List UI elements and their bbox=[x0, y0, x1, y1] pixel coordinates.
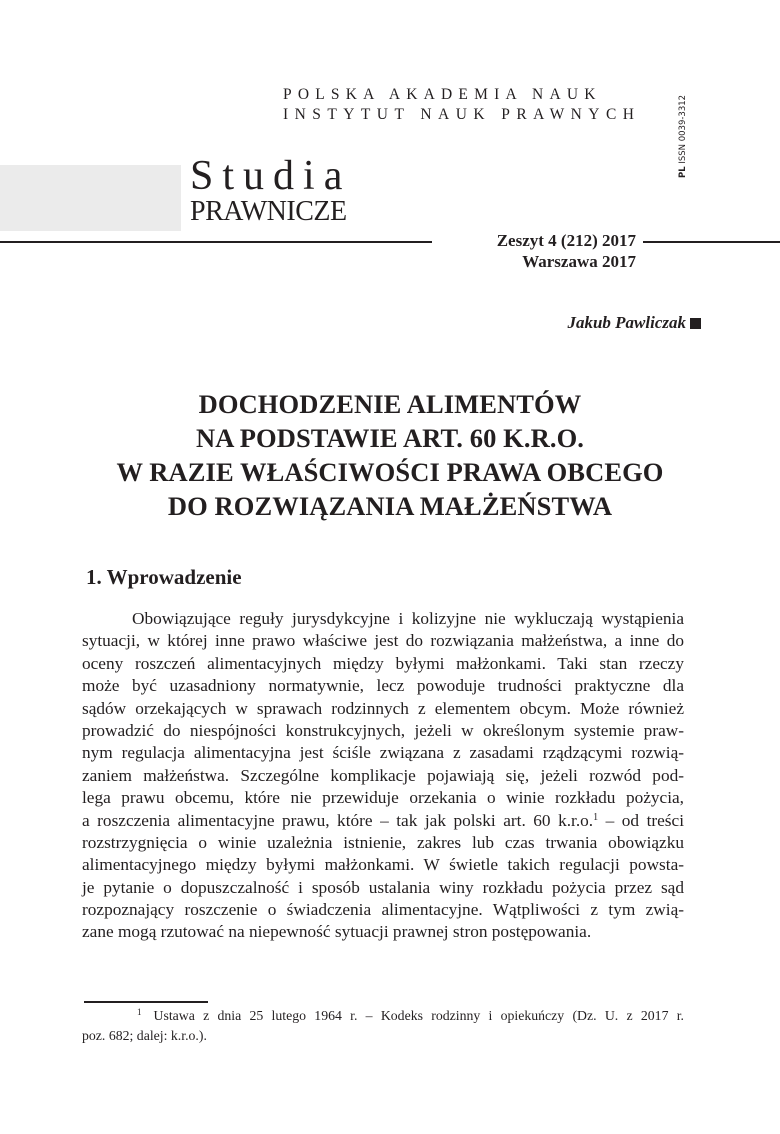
body-line: zaniem małżeństwa. Szczególne komplikacje pojawiają się, jeżeli rozwód pod- bbox=[82, 765, 684, 785]
body-line: nym regulacja alimentacyjna jest ściśle związana z zasadami rządzącymi rozwią- bbox=[82, 743, 684, 763]
article-title-line: W RAZIE WŁAŚCIWOŚCI PRAWA OBCEGO bbox=[116, 457, 664, 487]
body-line: zane mogą rzutować na niepewność sytuacji prawnej stron postępowania. bbox=[82, 922, 592, 942]
issn-number: ISSN 0039-3312 bbox=[678, 94, 688, 164]
article-title-line: NA PODSTAWIE ART. 60 K.R.O. bbox=[195, 423, 585, 453]
footnote-separator bbox=[84, 1001, 208, 1003]
body-line-text: a roszczenia alimentacyjne prawu, które – tak jak polski art. 60 k.r.o. bbox=[82, 810, 594, 830]
institution-line-1: POLSKA AKADEMIA NAUK bbox=[283, 86, 602, 103]
issn-vertical bbox=[678, 88, 692, 178]
body-line: rozpoznający roszczenie o świadczenia alimentacyjne. Wątpliwości z tym zwią- bbox=[82, 900, 684, 920]
body-line: alimentacyjnego między byłymi małżonkami. W świetle takich regulacji powsta- bbox=[82, 855, 684, 875]
body-line: rozstrzygnięcia o winie uzależnia istnienie, zakres lub czas trwania obowiązku bbox=[82, 832, 684, 852]
footnote-line: poz. 682; dalej: k.r.o.). bbox=[82, 1028, 207, 1043]
institution-line-2: INSTYTUT NAUK PRAWNYCH bbox=[283, 106, 641, 123]
journal-title-studia: Studia bbox=[190, 153, 352, 199]
footnote-number: 1 bbox=[137, 1007, 142, 1017]
header-rule-right bbox=[643, 241, 780, 243]
author-square-marker bbox=[690, 318, 701, 329]
header-rule-left bbox=[0, 241, 432, 243]
body-line: może być uzasadniony normatywnie, lecz powoduje trudności praktyczne dla bbox=[82, 676, 684, 696]
footnote-line bbox=[82, 1006, 684, 1026]
issue-place-year: Warszawa 2017 bbox=[522, 252, 636, 271]
article-title bbox=[80, 387, 700, 523]
body-line: je pytanie o dopuszczalność i sposób ustalania winy rozkładu pożycia przez sąd bbox=[82, 877, 684, 897]
article-title-line: DOCHODZENIE ALIMENTÓW bbox=[198, 389, 582, 419]
body-line: Obowiązujące reguły jurysdykcyjne i kolizyjne nie wykluczają wystąpienia bbox=[132, 609, 684, 628]
body-line: sądów orzekających w sprawach rodzinnych z elementem obcym. Może również bbox=[82, 698, 684, 718]
section-heading: 1. Wprowadzenie bbox=[86, 565, 242, 589]
body-paragraph bbox=[82, 608, 684, 944]
body-line: prowadzić do niespójności konstrukcyjnych, jeżeli w określonym systemie praw- bbox=[82, 720, 684, 740]
decorative-grey-block bbox=[0, 165, 181, 231]
article-title-line: DO ROZWIĄZANIA MAŁŻEŃSTWA bbox=[167, 491, 613, 521]
issn-prefix: PL bbox=[678, 166, 688, 178]
issue-number: Zeszyt 4 (212) 2017 bbox=[496, 231, 636, 250]
body-line-tail: – od treści bbox=[598, 810, 685, 830]
body-line: oceny roszczeń alimentacyjnych między byłymi małżonkami. Taki stan rzeczy bbox=[82, 653, 684, 673]
body-line: lega prawu obcemu, które nie przewiduje orzekania o winie rozkładu pożycia, bbox=[82, 788, 684, 808]
footnote-reference[interactable]: 1 bbox=[593, 811, 599, 823]
footnote bbox=[82, 1006, 684, 1046]
journal-title-prawnicze: PRAWNICZE bbox=[190, 196, 347, 227]
author-name: Jakub Pawliczak bbox=[567, 313, 686, 332]
body-line-with-footnote bbox=[82, 810, 684, 832]
body-line: sytuacji, w której inne prawo właściwe jest do rozwiązania małżeństwa, a inne do bbox=[82, 631, 684, 651]
footnote-text-1: Ustawa z dnia 25 lutego 1964 r. – Kodeks rodzinny i opiekuńczy (Dz. U. z 2017 r. bbox=[153, 1008, 684, 1023]
